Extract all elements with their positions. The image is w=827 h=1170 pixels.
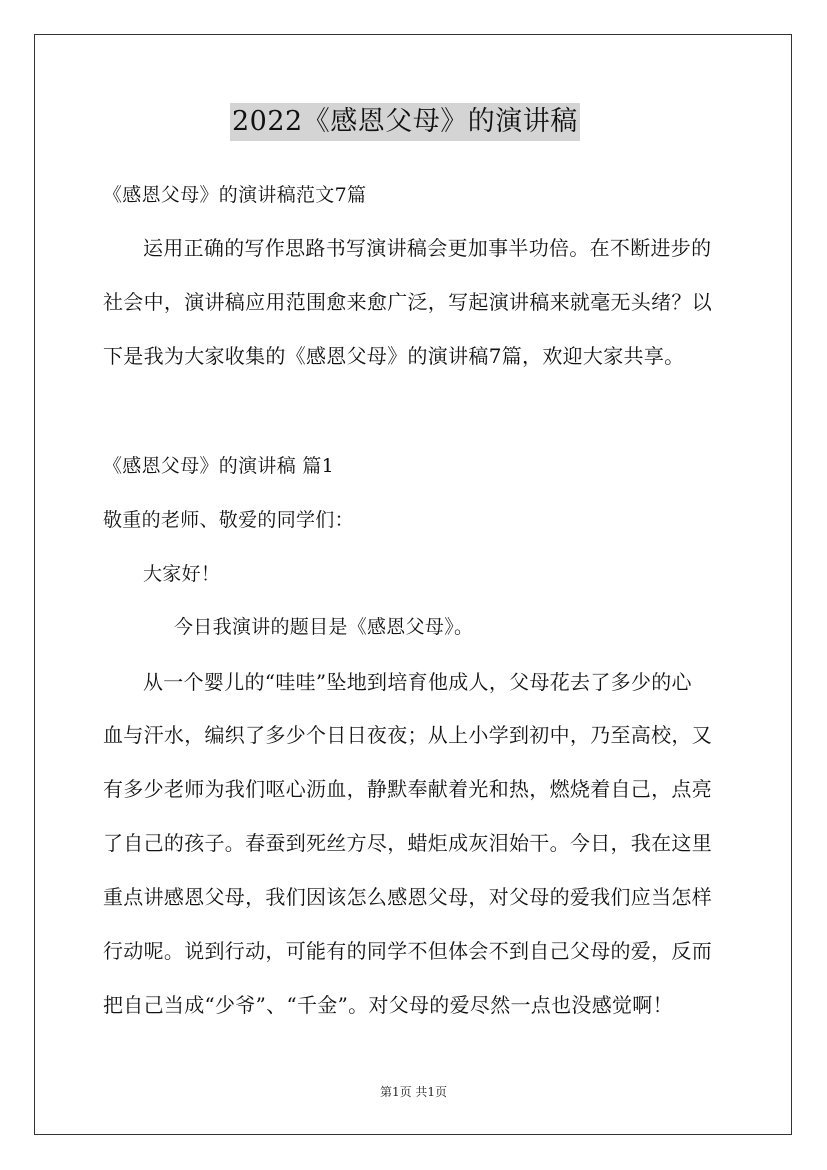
salutation: 敬重的老师、敬爱的同学们：: [103, 509, 354, 531]
greeting: 大家好！: [143, 563, 221, 585]
body-line: 行动呢。说到行动，可能有的同学不但体会不到自己父母的爱，反而: [103, 939, 712, 963]
document-title: 2022《感恩父母》的演讲稿: [230, 103, 580, 141]
page-number-footer: 第1页 共1页: [379, 1085, 448, 1099]
body-line: 血与汗水，编织了多少个日日夜夜；从上小学到初中，乃至高校，又: [103, 723, 712, 747]
section-heading: 《感恩父母》的演讲稿 篇1: [103, 455, 335, 477]
body-line: 了自己的孩子。春蚕到死丝方尽，蜡炬成灰泪始干。今日，我在这里: [103, 831, 712, 855]
document-subtitle: 《感恩父母》的演讲稿范文7篇: [103, 184, 367, 206]
body-line: 把自己当成“少爷”、“千金”。对父母的爱尽然一点也没感觉啊！: [103, 993, 673, 1017]
body-line: 有多少老师为我们呕心沥血，静默奉献着光和热，燃烧着自己，点亮: [103, 777, 712, 801]
body-line: 重点讲感恩父母，我们因该怎么感恩父母，对父母的爱我们应当怎样: [103, 885, 712, 909]
intro-line: 运用正确的写作思路书写演讲稿会更加事半功倍。在不断进步的: [143, 236, 712, 260]
topic-line: 今日我演讲的题目是《感恩父母》。: [174, 616, 474, 638]
intro-line: 社会中，演讲稿应用范围愈来愈广泛，写起演讲稿来就毫无头绪？以: [103, 290, 712, 314]
body-line: 从一个婴儿的“哇哇”坠地到培育他成人，父母花去了多少的心: [143, 670, 692, 694]
intro-line: 下是我为大家收集的《感恩父母》的演讲稿7篇，欢迎大家共享。: [103, 344, 685, 368]
